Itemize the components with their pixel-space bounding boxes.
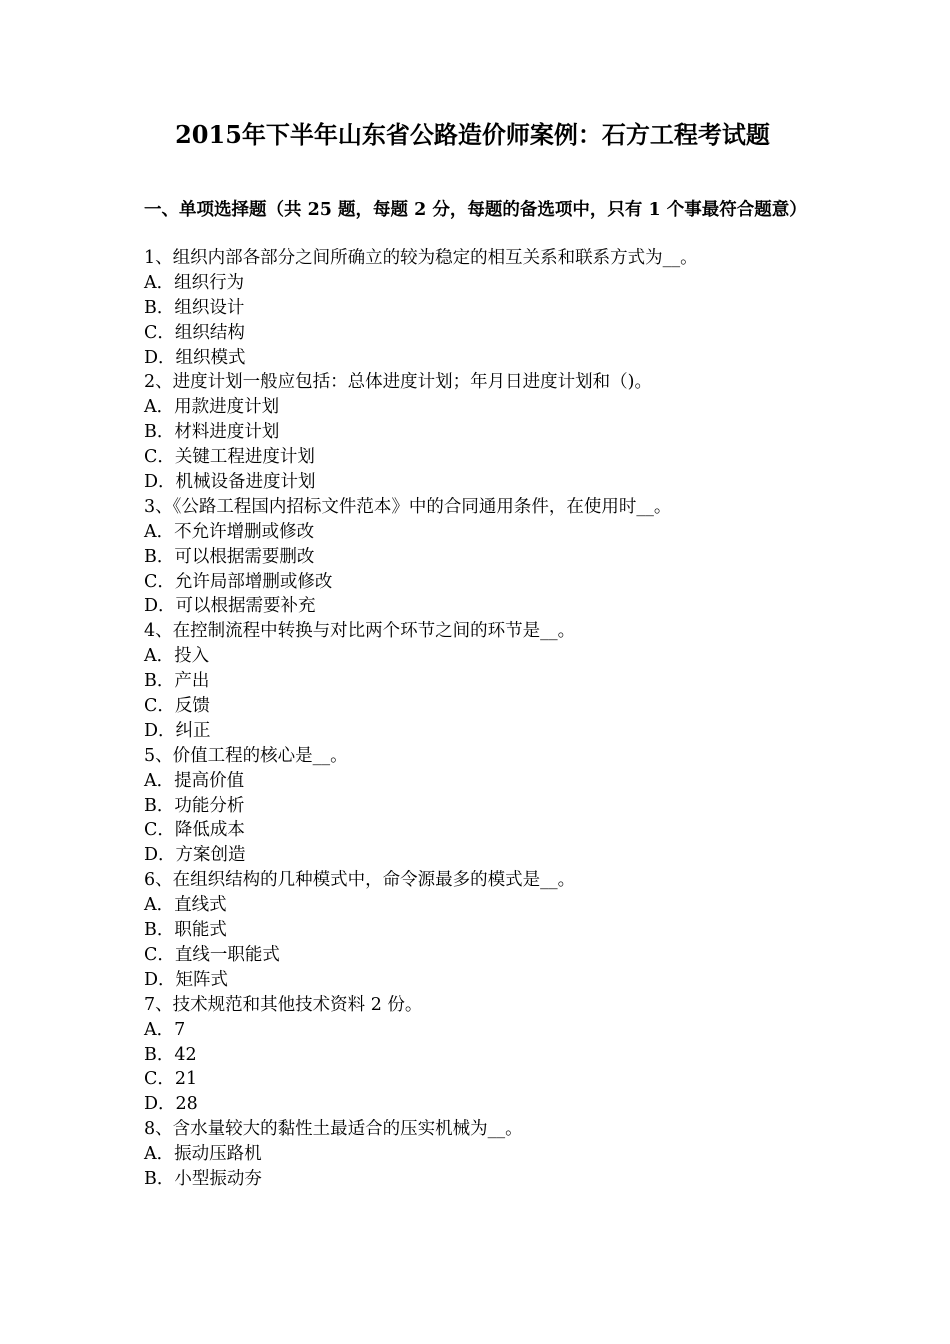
answer-option: C．关键工程进度计划 [144, 447, 315, 468]
answer-option: B．可以根据需要删改 [144, 546, 315, 567]
answer-option: D．28 [144, 1094, 198, 1115]
question-list [144, 246, 824, 1192]
question-stem: 4、在控制流程中转换与对比两个环节之间的环节是__。 [144, 621, 576, 642]
answer-option: C．降低成本 [144, 820, 245, 841]
question-stem: 2、进度计划一般应包括：总体进度计划；年月日进度计划和（)。 [144, 372, 652, 393]
answer-option: A．用款进度计划 [144, 397, 280, 418]
answer-option: D．组织模式 [144, 347, 246, 368]
answer-option: A．不允许增删或修改 [144, 521, 315, 542]
answer-option: C．直线一职能式 [144, 944, 280, 965]
question-stem: 7、技术规范和其他技术资料 2 份。 [144, 994, 423, 1015]
answer-option: B．42 [144, 1044, 197, 1065]
answer-option: D．纠正 [144, 720, 211, 741]
answer-option: C．21 [144, 1069, 198, 1090]
answer-option: B．产出 [144, 671, 210, 692]
answer-option: B．职能式 [144, 920, 227, 941]
answer-option: D．机械设备进度计划 [144, 472, 316, 493]
answer-option: D．方案创造 [144, 845, 246, 866]
answer-option: B．小型振动夯 [144, 1168, 262, 1189]
answer-option: A．提高价值 [144, 770, 245, 791]
question-stem: 8、含水量较大的黏性土最适合的压实机械为__。 [144, 1119, 523, 1140]
answer-option: A．振动压路机 [144, 1144, 262, 1165]
answer-option: B．组织设计 [144, 297, 245, 318]
section-heading: 一、单项选择题（共 25 题，每题 2 分，每题的备选项中，只有 1 个事最符合题意） [144, 200, 807, 220]
answer-option: B．功能分析 [144, 795, 245, 816]
answer-option: A．投入 [144, 646, 210, 667]
answer-option: A．7 [144, 1019, 186, 1040]
answer-option: D．矩阵式 [144, 969, 229, 990]
answer-option: B．材料进度计划 [144, 422, 280, 443]
question-stem: 5、价值工程的核心是__。 [144, 745, 348, 766]
question-stem: 1、组织内部各部分之间所确立的较为稳定的相互关系和联系方式为__。 [144, 248, 698, 268]
answer-option: A．组织行为 [144, 272, 245, 293]
answer-option: D．可以根据需要补充 [144, 596, 316, 617]
answer-option: C．允许局部增删或修改 [144, 571, 333, 592]
answer-option: A．直线式 [144, 895, 227, 916]
answer-option: C．反馈 [144, 696, 210, 717]
document-title: 2015年下半年山东省公路造价师案例：石方工程考试题 [175, 120, 770, 149]
answer-option: C．组织结构 [144, 322, 245, 343]
question-stem: 6、在组织结构的几种模式中，命令源最多的模式是__。 [144, 870, 576, 891]
question-stem: 3、《公路工程国内招标文件范本》中的合同通用条件，在使用时__。 [144, 496, 672, 517]
